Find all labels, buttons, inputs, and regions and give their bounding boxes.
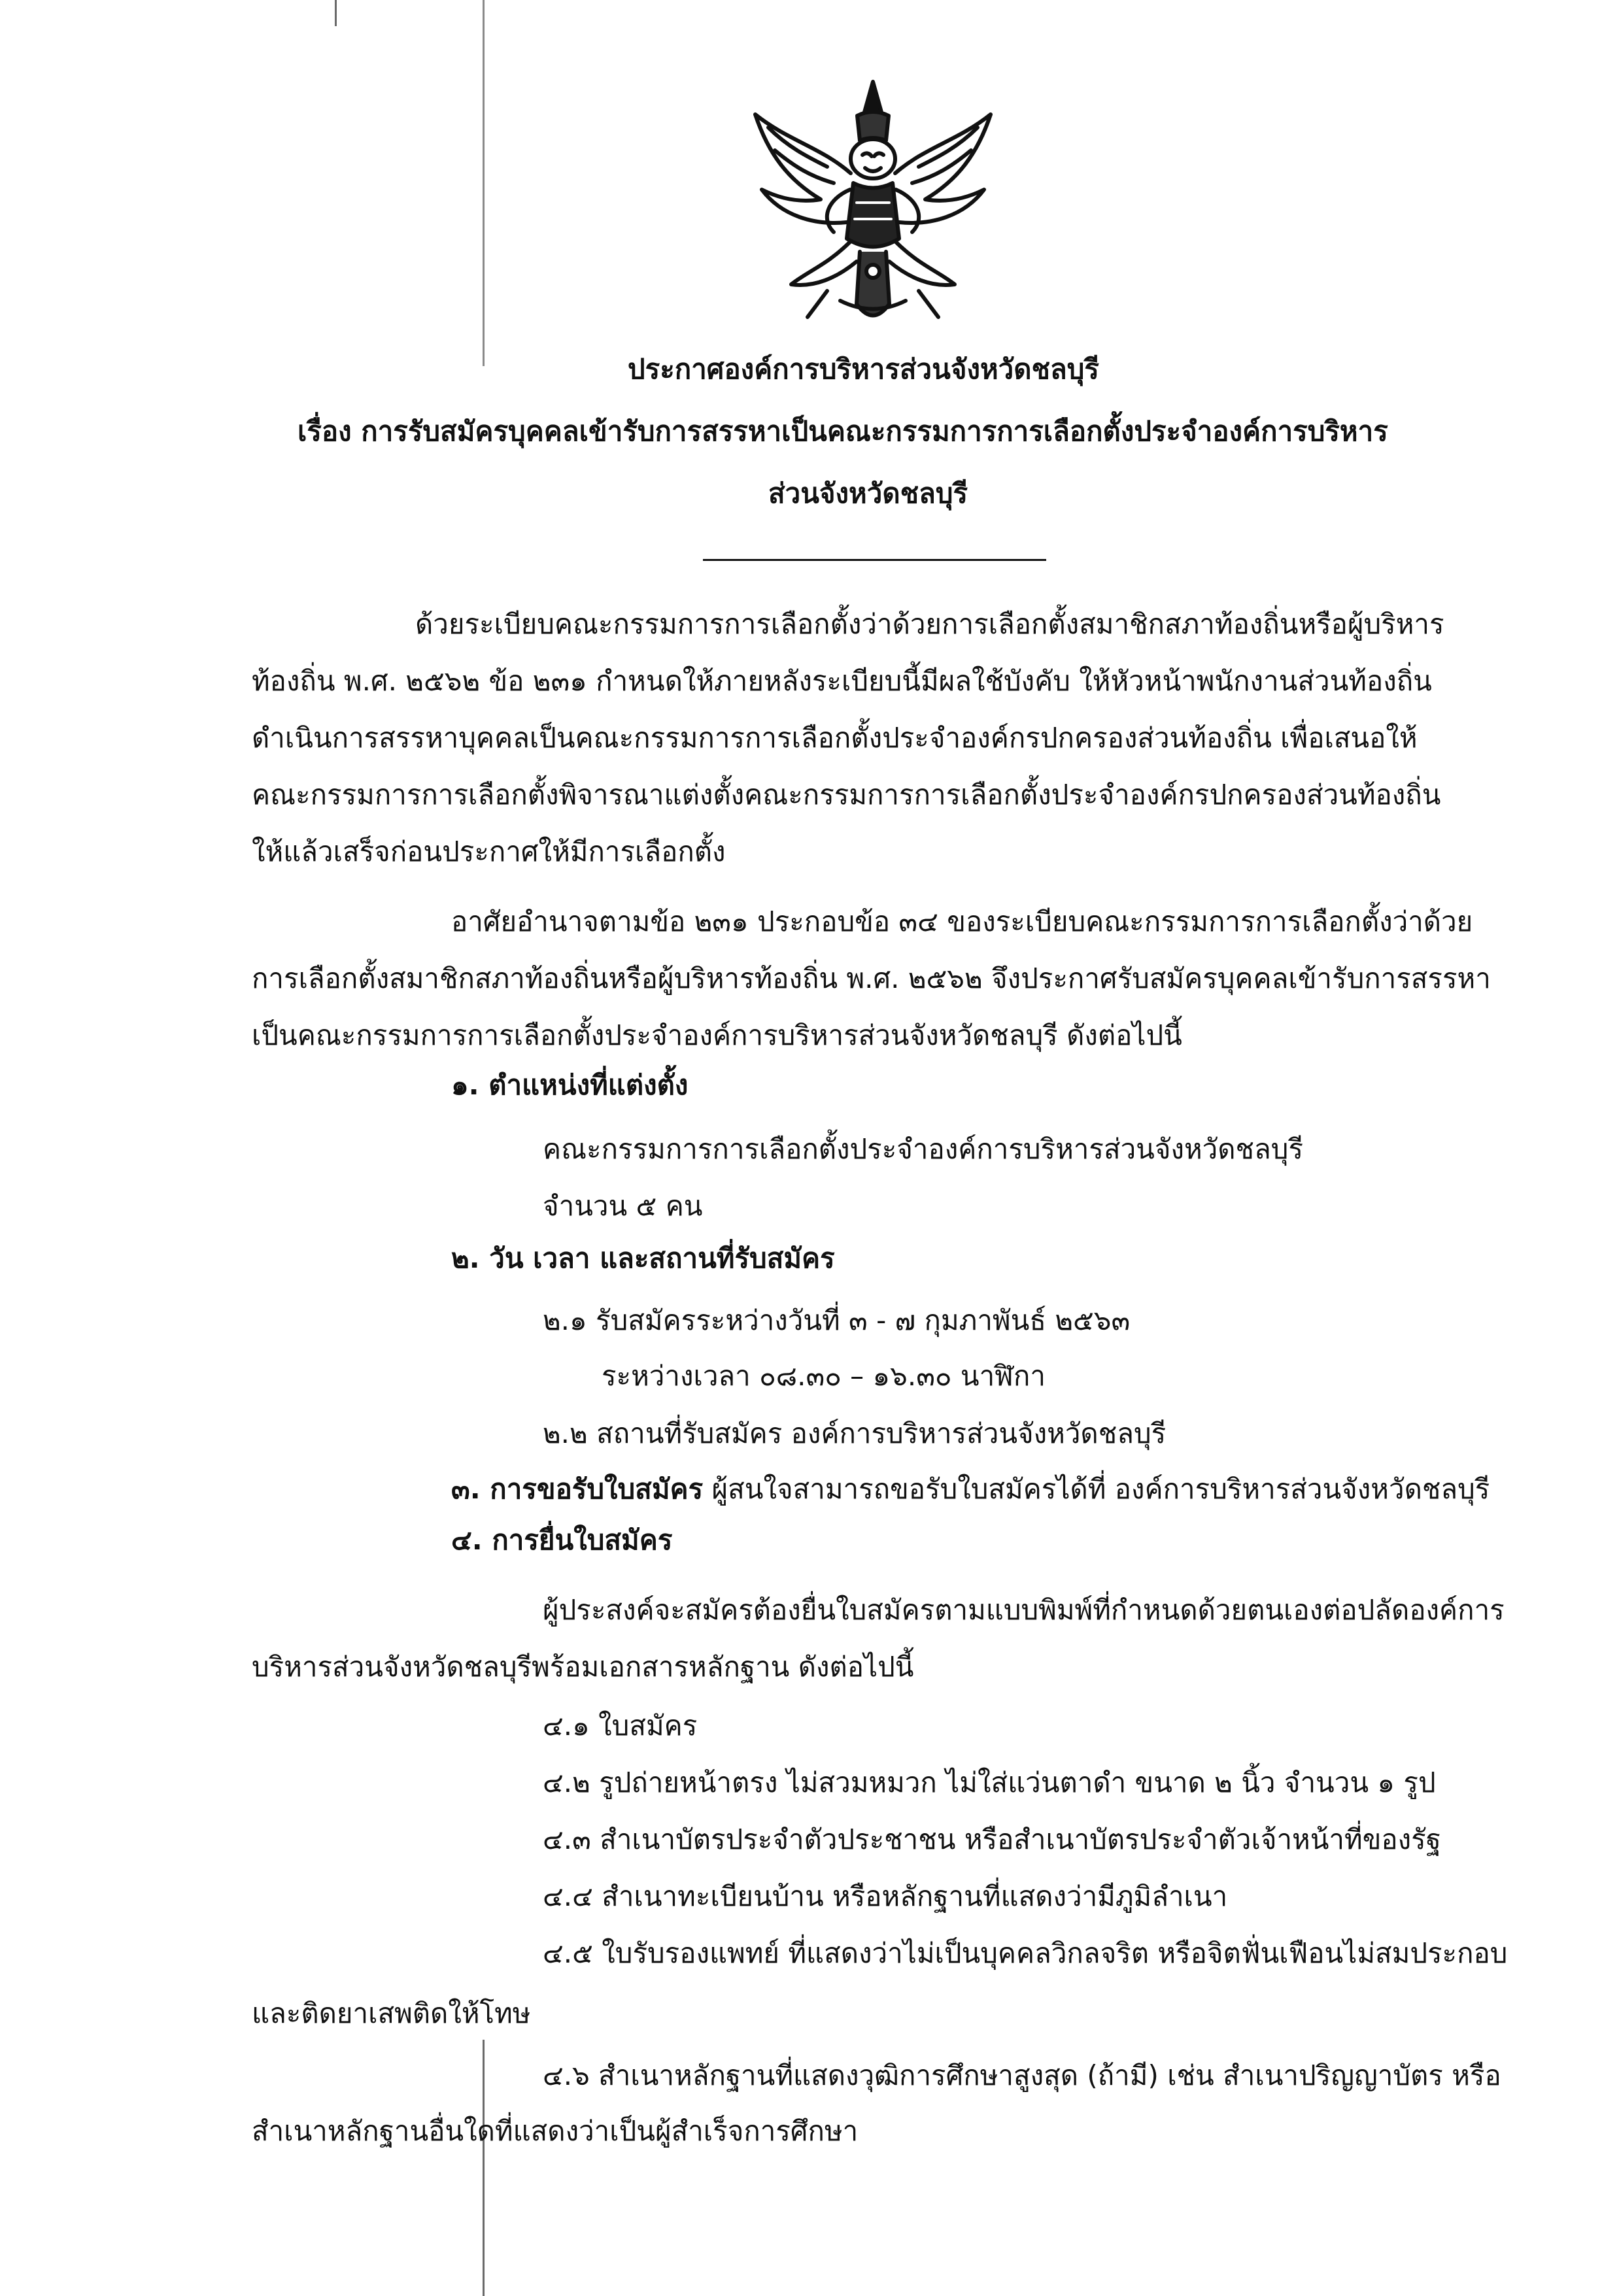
section-text: ผู้ประสงค์จะสมัครต้องยื่นใบสมัครตามแบบพิมพ์ที่กำหนดด้วยตนเองต่อปลัดองค์การ xyxy=(543,1594,1505,1626)
title-divider xyxy=(703,559,1046,561)
section-text: ๒.๒ สถานที่รับสมัคร องค์การบริหารส่วนจังหวัดชลบุรี xyxy=(543,1417,1167,1449)
list-item: ๔.๒ รูปถ่ายหน้าตรง ไม่สวมหมวก ไม่ใส่แว่นตาดำ ขนาด ๒ นิ้ว จำนวน ๑ รูป xyxy=(543,1766,1436,1798)
section-heading: ๓. การขอรับใบสมัคร xyxy=(451,1473,704,1505)
section-heading: ๔. การยื่นใบสมัคร xyxy=(451,1524,673,1556)
paragraph-line: ท้องถิ่น พ.ศ. ๒๕๖๒ ข้อ ๒๓๑ กำหนดให้ภายหลังระเบียบนี้มีผลใช้บังคับ ให้หัวหน้าพนักงานส่วนท้องถิ่น xyxy=(252,665,1432,697)
announcement-title: ประกาศองค์การบริหารส่วนจังหวัดชลบุรี xyxy=(628,353,1099,385)
paragraph-line: การเลือกตั้งสมาชิกสภาท้องถิ่นหรือผู้บริหารท้องถิ่น พ.ศ. ๒๕๖๒ จึงประกาศรับสมัครบุคคลเข้ารับการสรรหา xyxy=(252,962,1491,994)
section-3-line xyxy=(451,1470,1490,1509)
list-item: ๔.๖ สำเนาหลักฐานที่แสดงวุฒิการศึกษาสูงสุด (ถ้ามี) เช่น สำเนาปริญญาบัตร หรือ xyxy=(543,2059,1501,2091)
section-text: จำนวน ๕ คน xyxy=(543,1190,703,1222)
section-heading: ๒. วัน เวลา และสถานที่รับสมัคร xyxy=(451,1242,835,1274)
scan-line xyxy=(483,0,485,366)
section-text: ผู้สนใจสามารถขอรับใบสมัครได้ที่ องค์การบริหารส่วนจังหวัดชลบุรี xyxy=(703,1473,1490,1505)
list-item: ๔.๓ สำเนาบัตรประจำตัวประชาชน หรือสำเนาบัตรประจำตัวเจ้าหน้าที่ของรัฐ xyxy=(543,1823,1441,1855)
paragraph-line: เป็นคณะกรรมการการเลือกตั้งประจำองค์การบริหารส่วนจังหวัดชลบุรี ดังต่อไปนี้ xyxy=(252,1019,1182,1051)
paragraph-line: ดำเนินการสรรหาบุคคลเป็นคณะกรรมการการเลือกตั้งประจำองค์กรปกครองส่วนท้องถิ่น เพื่อเสนอให้ xyxy=(252,722,1418,754)
announcement-subject: เรื่อง การรับสมัครบุคคลเข้ารับการสรรหาเป็นคณะกรรมการการเลือกตั้งประจำองค์การบริหาร xyxy=(298,415,1388,447)
list-item: ๔.๑ ใบสมัคร xyxy=(543,1710,698,1742)
list-item-continued: และติดยาเสพติดให้โทษ xyxy=(252,1997,531,2029)
section-text: ระหว่างเวลา ๐๘.๓๐ – ๑๖.๓๐ นาฬิกา xyxy=(602,1360,1046,1392)
list-item: ๔.๔ สำเนาทะเบียนบ้าน หรือหลักฐานที่แสดงว่ามีภูมิลำเนา xyxy=(543,1880,1228,1912)
list-item-continued: สำเนาหลักฐานอื่นใดที่แสดงว่าเป็นผู้สำเร็จการศึกษา xyxy=(252,2115,859,2147)
scan-line xyxy=(483,2040,485,2296)
list-item: ๔.๕ ใบรับรองแพทย์ ที่แสดงว่าไม่เป็นบุคคลวิกลจริต หรือจิตฟั่นเฟือนไม่สมประกอบ xyxy=(543,1937,1508,1969)
paragraph-line: คณะกรรมการการเลือกตั้งพิจารณาแต่งตั้งคณะกรรมการการเลือกตั้งประจำองค์กรปกครองส่วนท้องถิ่น xyxy=(252,779,1441,811)
paragraph-line: ด้วยระเบียบคณะกรรมการการเลือกตั้งว่าด้วยการเลือกตั้งสมาชิกสภาท้องถิ่นหรือผู้บริหาร xyxy=(415,608,1444,640)
garuda-emblem-icon xyxy=(729,75,1017,333)
paragraph-line: ให้แล้วเสร็จก่อนประกาศให้มีการเลือกตั้ง xyxy=(252,836,726,868)
section-text: บริหารส่วนจังหวัดชลบุรีพร้อมเอกสารหลักฐาน ดังต่อไปนี้ xyxy=(252,1651,914,1683)
announcement-subject-continued: ส่วนจังหวัดชลบุรี xyxy=(768,477,968,509)
section-text: ๒.๑ รับสมัครระหว่างวันที่ ๓ - ๗ กุมภาพันธ์ ๒๕๖๓ xyxy=(543,1304,1131,1336)
section-heading: ๑. ตำแหน่งที่แต่งตั้ง xyxy=(451,1069,689,1101)
scan-line xyxy=(335,0,337,26)
section-text: คณะกรรมการการเลือกตั้งประจำองค์การบริหารส่วนจังหวัดชลบุรี xyxy=(543,1133,1303,1165)
paragraph-line: อาศัยอำนาจตามข้อ ๒๓๑ ประกอบข้อ ๓๔ ของระเบียบคณะกรรมการการเลือกตั้งว่าด้วย xyxy=(451,905,1473,937)
